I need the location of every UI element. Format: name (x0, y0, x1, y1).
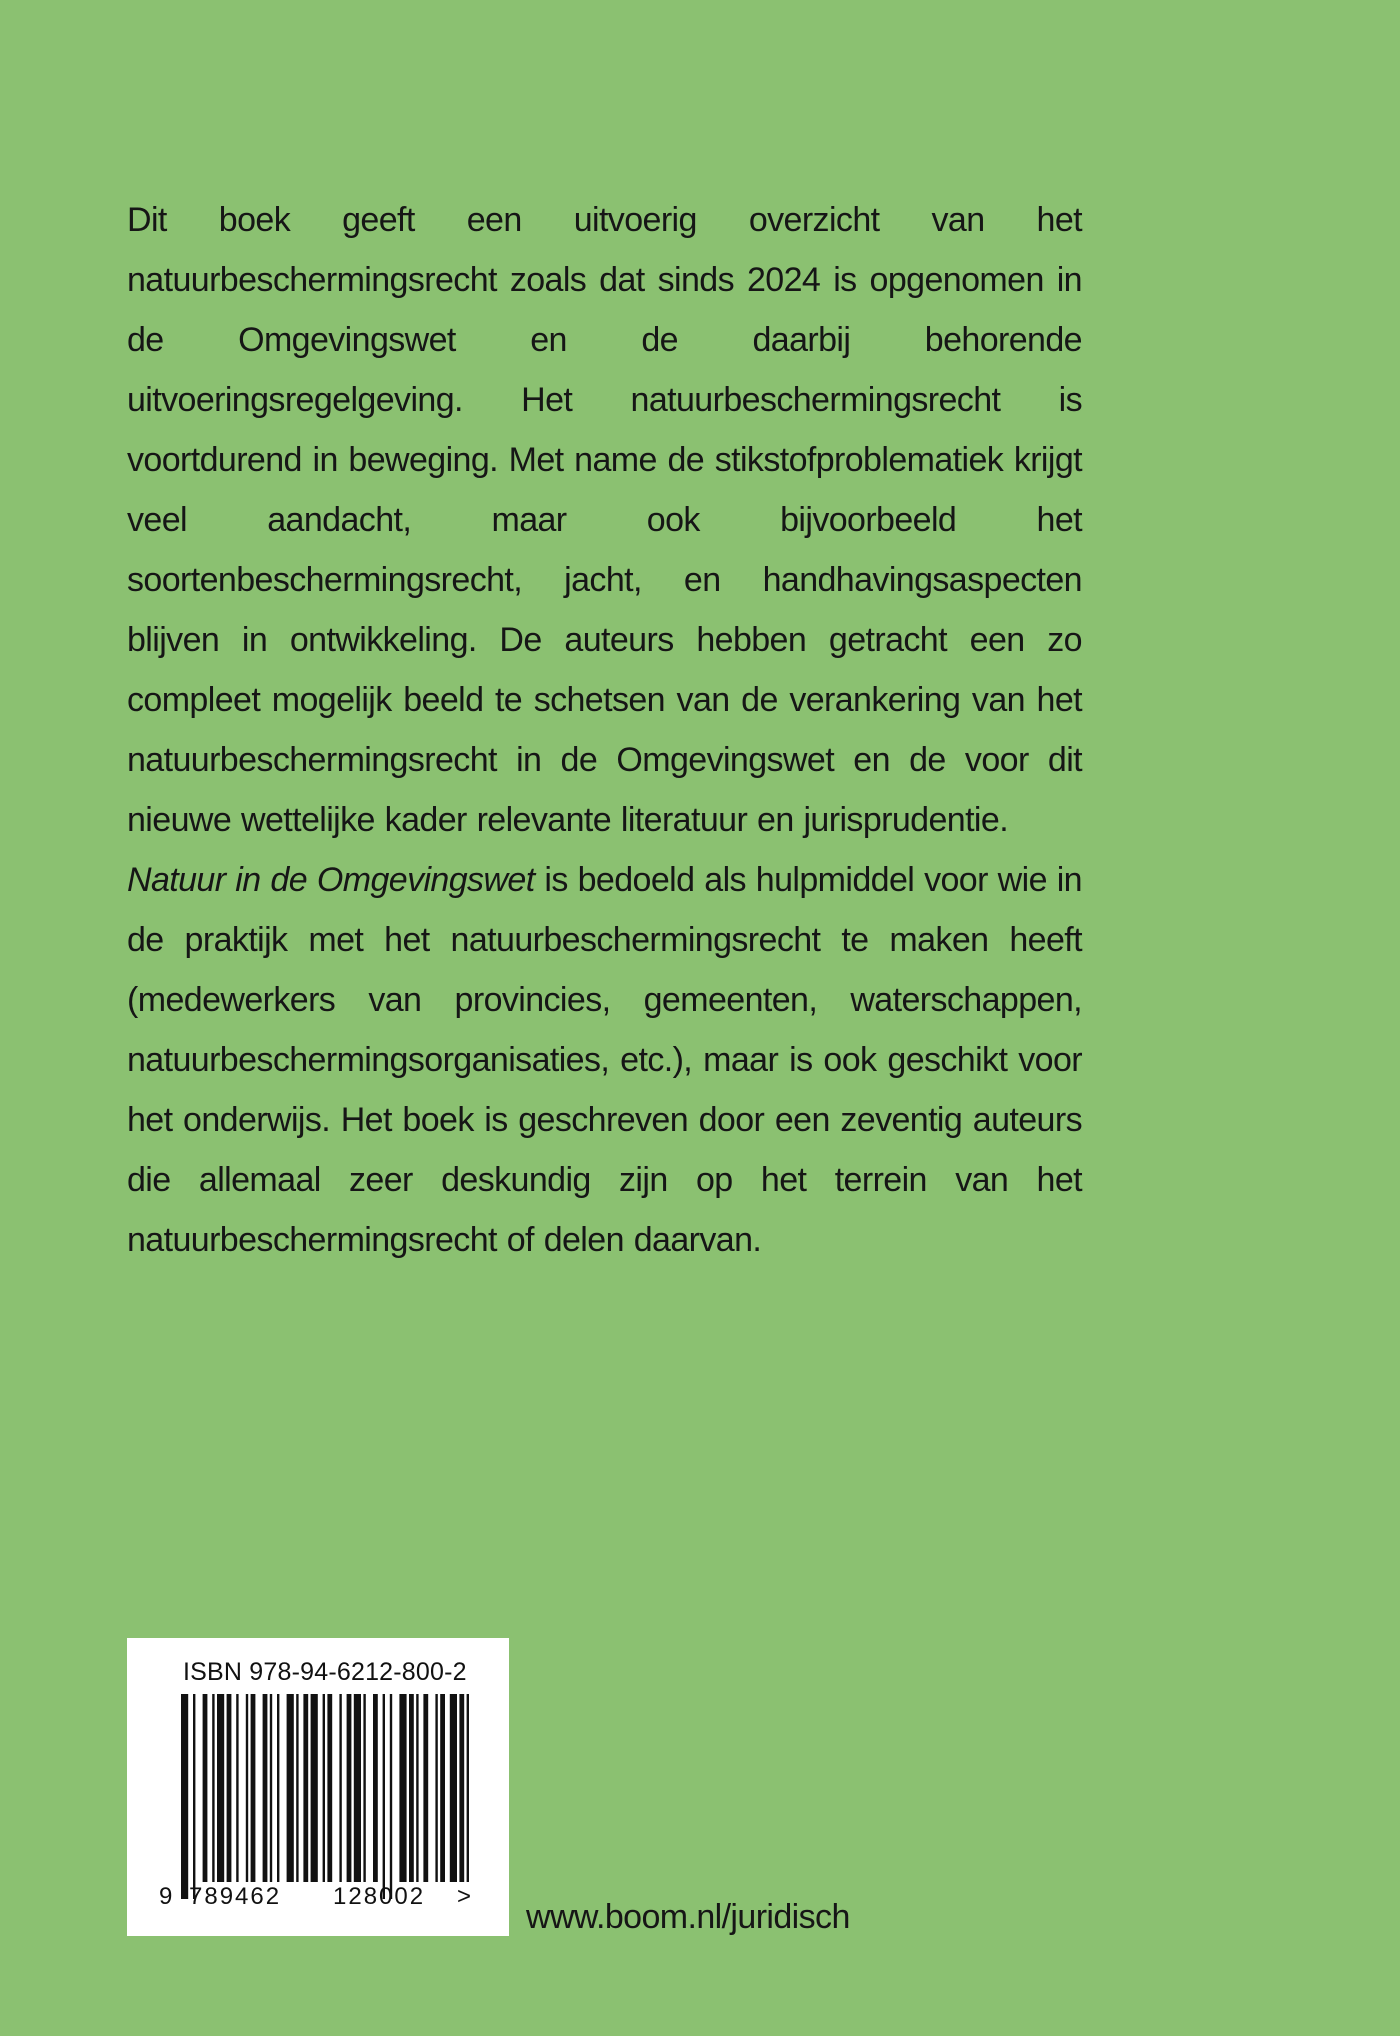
barcode-guard-bar (390, 1694, 392, 1899)
blurb-paragraph-1: Dit boek geeft een uitvoerig overzicht van het natuurbeschermingsrecht zoals dat sinds 2024 is opgenomen in de Omgevingswet en de daarbij behorende uitvoeringsregelgeving. Het natuurbeschermingsrecht is voortdurend in beweging. Met name de stikstofproblematiek krijgt veel aandacht, maar ook bijvoorbeeld het soortenbeschermingsrecht, jacht, en handhavingsaspecten blijven in ontwikkeling. De auteurs hebben getracht een zo compleet mogelijk beeld te schetsen van de verankering van het natuurbeschermingsrecht in de Omgevingswet en de voor dit nieuwe wettelijke kader relevante literatuur en jurisprudentie. (127, 201, 1082, 839)
barcode-bar (287, 1694, 294, 1882)
barcode-guard-bar (181, 1694, 188, 1899)
barcode-bar (270, 1694, 272, 1882)
barcode-bar (251, 1694, 256, 1882)
barcode-bar (423, 1694, 428, 1882)
barcode-bar (450, 1694, 457, 1882)
barcode-bar (459, 1694, 464, 1882)
barcode-bar (227, 1694, 232, 1882)
book-title-italic: Natuur in de Omgevingswet (127, 861, 535, 899)
barcode-guard-bar (193, 1694, 195, 1899)
publisher-website: www.boom.nl/juridisch (526, 1898, 850, 1936)
barcode-quiet-zone-mark: > (457, 1883, 474, 1910)
back-cover-blurb (127, 190, 1082, 1270)
barcode-bar (327, 1694, 332, 1882)
barcode-digit-group-1: 789462 (189, 1883, 282, 1910)
barcode-bar (203, 1694, 208, 1882)
blurb-paragraph-2 (127, 850, 1082, 1270)
blurb-paragraph-2-text: is bedoeld als hulpmiddel voor wie in de praktijk met het natuurbeschermingsrecht te maken heeft (medewerkers van provincies, gemeenten, waterschappen, natuurbeschermingsorganisaties, etc.), maar is ook geschikt voor het onderwijs. Het boek is geschreven door een zeventig auteurs die allemaal zeer deskundig zijn op het terrein van het natuurbeschermingsrecht of delen daarvan. (127, 861, 1082, 1259)
barcode-guard-bar (383, 1694, 385, 1899)
barcode-bar (363, 1694, 365, 1882)
barcode-bar (347, 1694, 352, 1882)
barcode-bar (236, 1694, 238, 1882)
barcode-bar (416, 1694, 418, 1882)
isbn-label: ISBN 978-94-6212-800-2 (183, 1658, 467, 1686)
barcode-bar (212, 1694, 214, 1882)
barcode-bar (435, 1694, 437, 1882)
barcode-bar (373, 1694, 378, 1882)
barcode-bar (311, 1694, 318, 1882)
barcode-bar (354, 1694, 361, 1882)
barcode-bars (127, 1638, 509, 1936)
barcode-bar (399, 1694, 406, 1882)
barcode-bar (217, 1694, 224, 1882)
barcode-bar (467, 1694, 469, 1882)
barcode-bar (440, 1694, 445, 1882)
barcode-bar (263, 1694, 268, 1882)
barcode-bar (409, 1694, 414, 1882)
barcode-bar (303, 1694, 308, 1882)
barcode-bar (323, 1694, 325, 1882)
barcode-bar (246, 1694, 248, 1882)
barcode-lead-digit: 9 (159, 1883, 175, 1910)
barcode-digit-group-2: 128002 (333, 1883, 426, 1910)
barcode-bar (277, 1694, 279, 1882)
barcode-bar (339, 1694, 341, 1882)
isbn-barcode (127, 1638, 509, 1936)
barcode-bar (296, 1694, 298, 1882)
